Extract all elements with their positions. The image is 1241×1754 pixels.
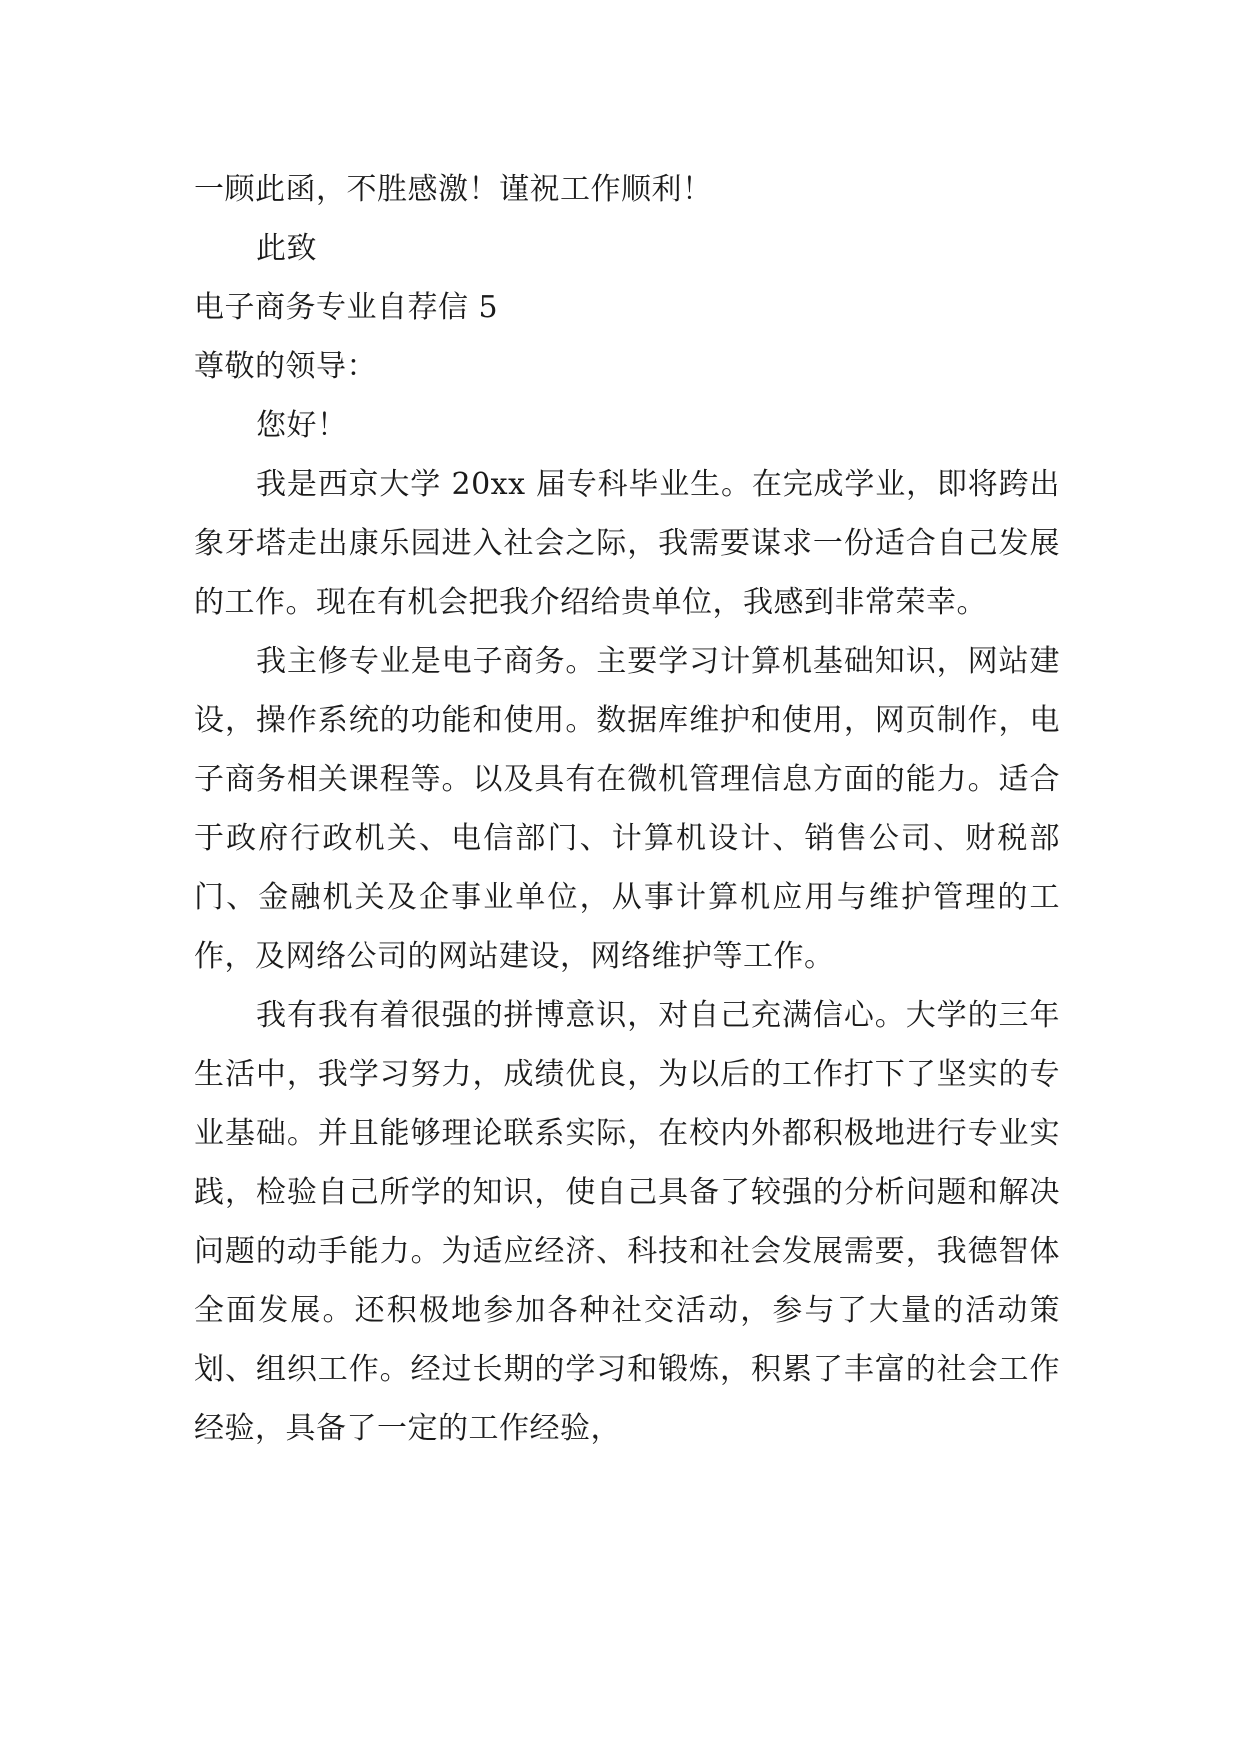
paragraph-major: 我主修专业是电子商务。主要学习计算机基础知识，网站建设，操作系统的功能和使用。数据库维护和使用，网页制作，电子商务相关课程等。以及具有在微机管理信息方面的能力。适合于政府行政机关、电信部门、计算机设计、销售公司、财税部门、金融机关及企事业单位，从事计算机应用与维护管理的工作，及网络公司的网站建设，网络维护等工作。: [194, 644, 1060, 974]
closing-line: 此致: [256, 231, 317, 266]
paragraph-intro: 我是西京大学 20xx 届专科毕业生。在完成学业，即将跨出象牙塔走出康乐园进入社会之际，我需要谋求一份适合自己发展的工作。现在有机会把我介绍给贵单位，我感到非常荣幸。: [194, 467, 1060, 620]
letter-body: [194, 160, 1060, 1458]
continuation-line: 一顾此函，不胜感激！谨祝工作顺利！: [194, 172, 713, 207]
salutation: 尊敬的领导：: [194, 349, 377, 384]
letter-heading: 电子商务专业自荐信 5: [194, 290, 499, 325]
paragraph-abilities: 我有我有着很强的拼博意识，对自己充满信心。大学的三年生活中，我学习努力，成绩优良，为以后的工作打下了坚实的专业基础。并且能够理论联系实际，在校内外都积极地进行专业实践，检验自己所学的知识，使自己具备了较强的分析问题和解决问题的动手能力。为适应经济、科技和社会发展需要，我德智体全面发展。还积极地参加各种社交活动，参与了大量的活动策划、组织工作。经过长期的学习和锻炼，积累了丰富的社会工作经验，具备了一定的工作经验，: [194, 998, 1060, 1446]
greeting: 您好！: [256, 408, 348, 443]
